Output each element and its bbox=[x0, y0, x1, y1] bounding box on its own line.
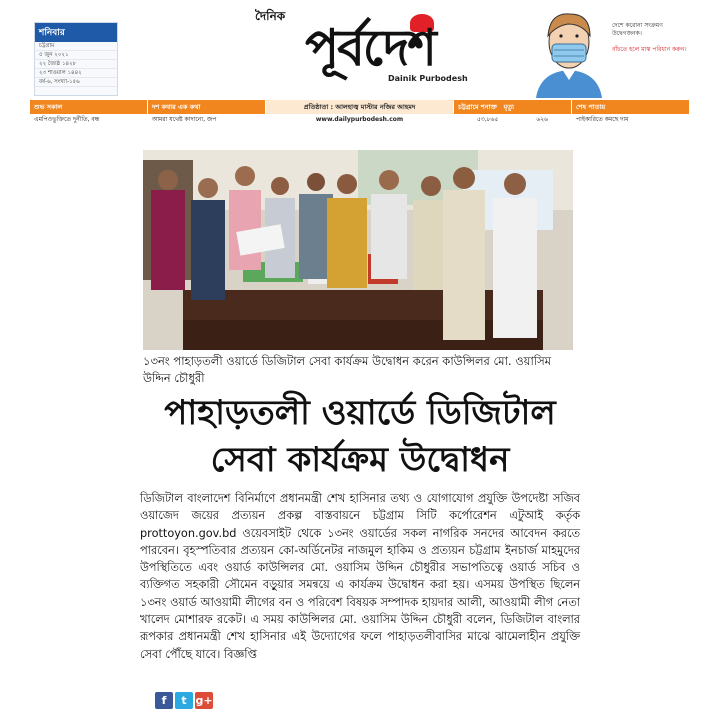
date-line: ২২ জ্যৈষ্ঠ ১৪২৮ bbox=[35, 60, 117, 69]
article-body: ডিজিটাল বাংলাদেশ বিনির্মাণে প্রধানমন্ত্রী শেখ হাসিনার তথ্য ও যোগাযোগ প্রযুক্তি উপদেষ্টা সজিব ওয়াজেদ জয়ের প্রত্যয়ন প্রকল্প বাস্তবায়নে চট্টগ্রাম সিটি কর্পোরেশন এটুআই কর্তৃক prottoyon.gov.bd ওয়েবসাইট থেকে ১৩নং ওয়ার্ডের সকল নাগরিক সনদের আবেদন করতে পারবেন। বৃহস্পতিবার প্রত্যয়ন কো-অর্ডিনেটর নাজমুল হাকিম ও প্রত্যয়ন চট্টগ্রাম ইনচার্জ মাহমুদের উপস্থিতিতে এবং ওয়ার্ড কাউন্সিলর মো. ওয়াসিম উদ্দিন চৌধুরীর সভাপতিত্বে ওয়ার্ড সচিব ও ব্যক্তিগত সহকারী সৌমেন বড়ুয়ার সমন্বয়ে এ কার্যক্রম উদ্বোধন করা হয়। এসময় উপস্থিত ছিলেন ১৩নং ওয়ার্ড আওয়ামী লীগের বন ও পরিবেশ বিষয়ক সম্পাদক হায়দার আলী, আওয়ামী লীগ নেতা খালেদ মোশারফ রকেট। এ সময় কাউন্সিলর মো. ওয়াসিম উদ্দিন চৌধুরী বলেন, ডিজিটাল বাংলার রূপকার প্রধানমন্ত্রী শেখ হাসিনার এই উদ্যোগের ফলে পাহাড়তলীবাসির মাঝে ঝামেলাহীন প্রযুক্তি সেবা পৌঁছে যাবে। বিজ্ঞপ্তি bbox=[140, 492, 581, 661]
news-photo bbox=[143, 150, 573, 350]
logo-english: Dainik Purbodesh bbox=[388, 74, 468, 83]
date-line: ৫ জুন ২০২১ bbox=[35, 51, 117, 60]
covid-deaths-value: ৬২৬ bbox=[536, 116, 549, 123]
google-plus-icon[interactable]: g+ bbox=[195, 694, 213, 707]
facebook-icon[interactable]: f bbox=[155, 692, 173, 709]
strip-heading bbox=[454, 100, 571, 114]
date-line: ২৩ শাওয়াল ১৪৪২ bbox=[35, 69, 117, 78]
strip-col-word bbox=[148, 100, 266, 130]
strip-heading: শুভ সকাল bbox=[30, 100, 147, 114]
strip-teaser: আমরা যথেষ্ট কাদানো, জপ bbox=[151, 116, 217, 123]
mask-person-icon bbox=[530, 6, 608, 98]
newspaper-logo: পূর্বদেশ bbox=[305, 18, 435, 77]
header-strip bbox=[30, 100, 690, 130]
covid-deaths-label: মৃত্যু bbox=[503, 103, 515, 111]
date-line: বর্ষ-৬, সংখ্যা-১৫৬ bbox=[35, 78, 117, 87]
logo-daily: দৈনিক bbox=[255, 9, 286, 23]
social-share bbox=[155, 692, 213, 709]
strip-heading: শেষ পাতায় bbox=[572, 100, 689, 114]
covid-cases-label: চট্টগ্রামে শনাক্ত bbox=[458, 103, 497, 111]
date-line: চট্টগ্রাম bbox=[35, 42, 117, 51]
strip-col-lastpage bbox=[572, 100, 690, 130]
strip-teaser: পাইকারিতে কমছে দাম bbox=[576, 116, 629, 123]
covid-figures bbox=[454, 114, 571, 126]
strip-heading: দশ কথার এক কথা bbox=[148, 100, 265, 114]
masthead bbox=[30, 0, 690, 100]
headline-line: সেবা কার্যক্রম উদ্বোধন bbox=[210, 440, 510, 480]
mask-ad bbox=[612, 22, 690, 54]
weekday: শনিবার bbox=[35, 23, 117, 42]
date-box bbox=[34, 22, 118, 96]
twitter-icon[interactable]: t bbox=[175, 692, 193, 709]
strip-col-founder bbox=[266, 100, 454, 130]
covid-cases-value: ৫৩,৮৬৫ bbox=[477, 116, 499, 123]
strip-col-covid bbox=[454, 100, 572, 130]
headline bbox=[140, 390, 580, 484]
photo-caption: ১৩নং পাহাড়তলী ওয়ার্ডে ডিজিটাল সেবা কার্যক্রম উদ্বোধন করেন কাউন্সিলর মো. ওয়াসিম উদ্দিন চৌধুরী bbox=[143, 354, 552, 385]
website-link[interactable]: www.dailypurbodesh.com bbox=[315, 116, 404, 123]
strip-teaser: এমপিওভুক্তিতে দুর্নীতি, বন্ধ bbox=[34, 116, 100, 123]
strip-col-morning bbox=[30, 100, 148, 130]
headline-line: পাহাড়তলী ওয়ার্ডে ডিজিটাল bbox=[164, 393, 556, 433]
ad-advice: বাঁচতে হলে মাস্ক পরিধান করুন। bbox=[612, 46, 687, 53]
ad-warning: দেশে করোনা সংক্রমণ উদ্বেগজনক। bbox=[612, 22, 663, 37]
founder-line: প্রতিষ্ঠাতা : আলহাজ্ব মাস্টার নজির আহমদ bbox=[266, 100, 453, 114]
